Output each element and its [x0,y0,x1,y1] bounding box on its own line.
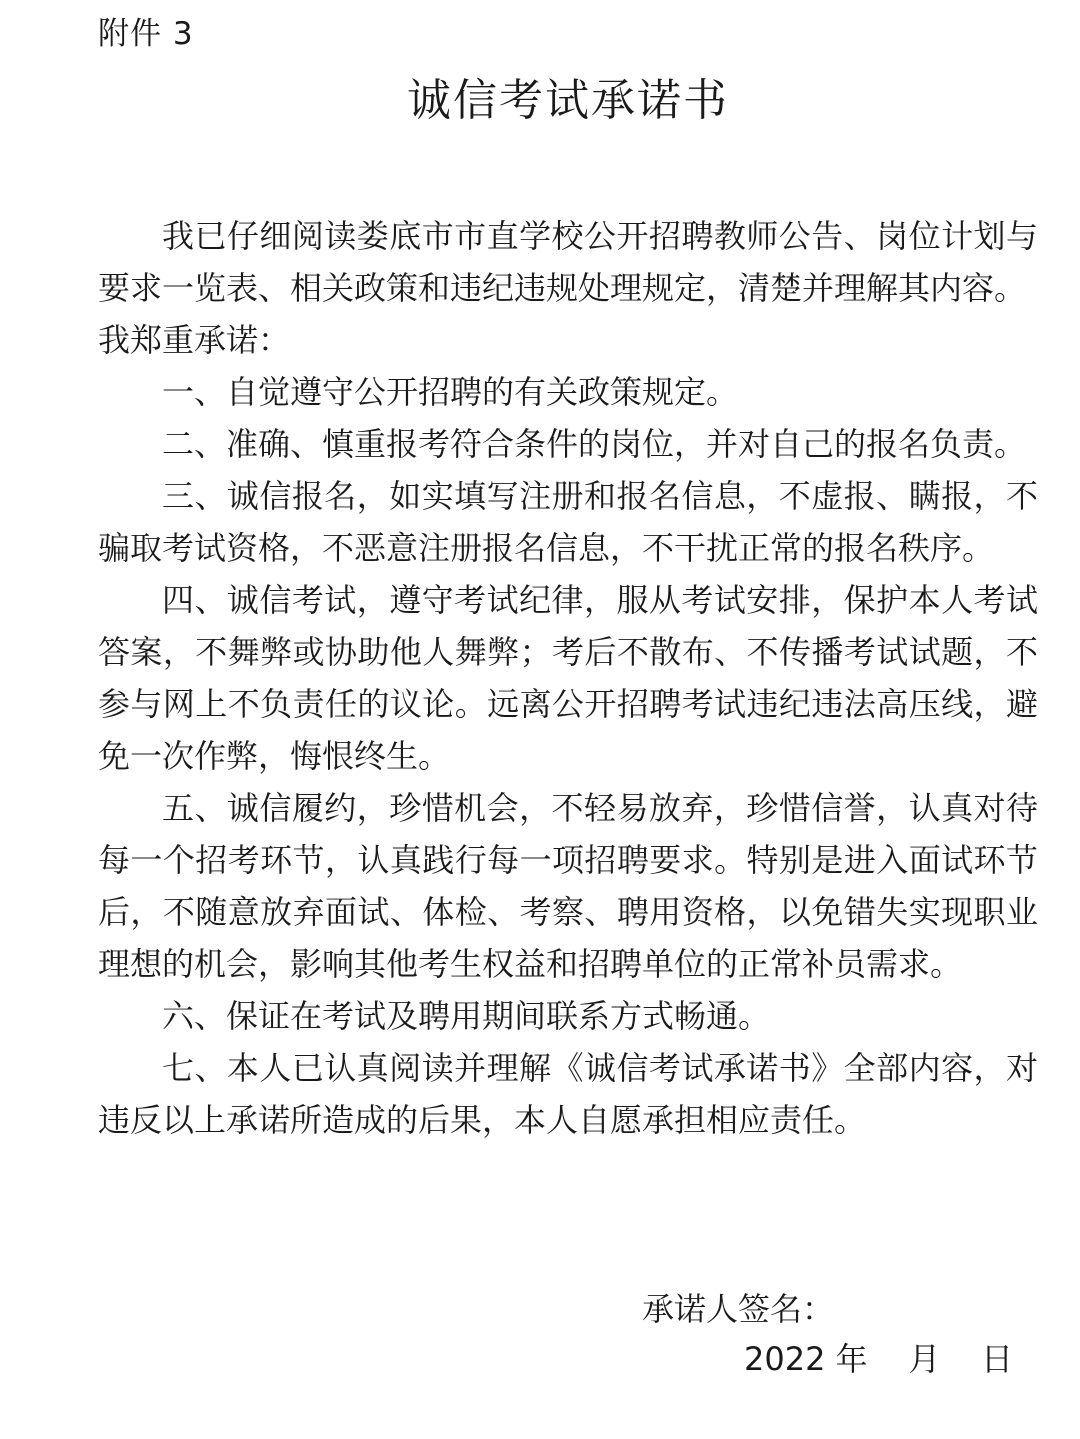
intro-paragraph [98,210,1038,314]
signature-date [744,1335,1013,1383]
pledge-item-7: 七、本人已认真阅读并理解《诚信考试承诺书》全部内容，对违反以上承诺所造成的后果，本人自愿承担相应责任。 [98,1049,1038,1139]
document-body [98,210,1038,1146]
intro-lead: 我郑重承诺： [98,321,291,359]
document-title: 诚信考试承诺书 [407,75,729,126]
date-month-unit: 月 [908,1340,941,1378]
date-year: 2022 [744,1340,826,1378]
pledge-item-2: 二、准确、慎重报考符合条件的岗位，并对自己的报名负责。 [162,425,1027,463]
signature-label: 承诺人签名： [642,1290,835,1328]
pledge-item-4: 四、诚信考试，遵守考试纪律，服从考试安排，保护本人考试答案，不舞弊或协助他人舞弊；考后不散布、不传播考试试题，不参与网上不负责任的议论。远离公开招聘考试违纪违法高压线，避免一次作弊，悔恨终生。 [98,581,1038,775]
pledge-item-5: 五、诚信履约，珍惜机会，不轻易放弃，珍惜信誉，认真对待每一个招考环节，认真践行每一项招聘要求。特别是进入面试环节后，不随意放弃面试、体检、考察、聘用资格，以免错失实现职业理想的机会，影响其他考生权益和招聘单位的正常补员需求。 [98,789,1038,983]
date-day-unit: 日 [981,1340,1014,1378]
pledge-item-1: 一、自觉遵守公开招聘的有关政策规定。 [162,373,739,411]
attachment-label: 附件 3 [98,16,194,52]
intro-text: 我已仔细阅读娄底市市直学校公开招聘教师公告、岗位计划与要求一览表、相关政策和违纪违规处理规定，清楚并理解其内容。 [98,217,1038,307]
pledge-item-6: 六、保证在考试及聘用期间联系方式畅通。 [162,997,771,1035]
date-year-unit: 年 [835,1340,868,1378]
pledge-item-3: 三、诚信报名，如实填写注册和报名信息，不虚报、瞒报，不骗取考试资格，不恶意注册报名信息，不干扰正常的报名秩序。 [98,477,1038,567]
